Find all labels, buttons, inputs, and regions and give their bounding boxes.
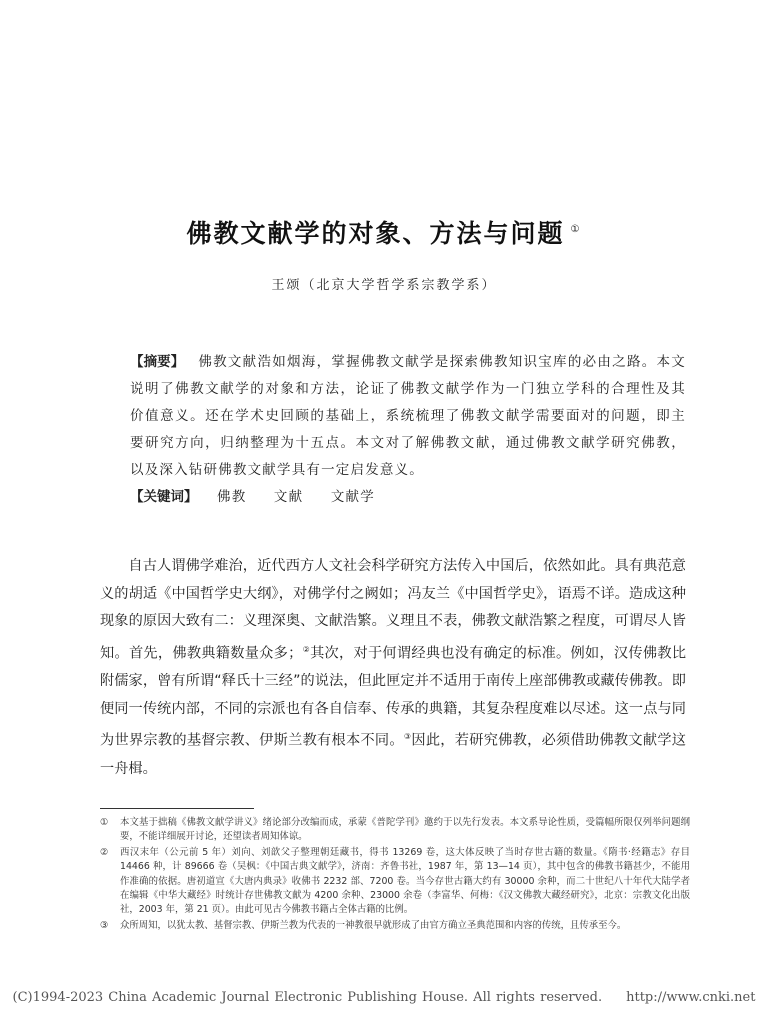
keyword-item: 文献学: [330, 489, 375, 505]
footnote-ref-2[interactable]: ②: [302, 644, 311, 654]
footnote-text: 西汉末年（公元前 5 年）刘向、刘歆父子整理朝廷藏书，得书 13269 卷，这大体反映了当时存世古籍的数量。《隋书·经籍志》存目 14466 种，计 89666 卷（吴枫：《中国古典文献学》，济南：齐鲁书社，1987 年，第 13—14 页），其中包含的佛教书籍甚少，不能用作准确的依据。唐初道宣《大唐内典录》收佛书 2232 部、7200 卷。当今存世古籍大约有 30000 余种，而二十世纪八十年代大陆学者在编辑《中华大藏经》时统计存世佛教文献为 4200 余种、23000 余卷（李富华、何梅：《汉文佛教大藏经研究》，北京：宗教文化出版社，2003 年，第 21 页）。由此可见古今佛教书籍占全体古籍的比例。: [120, 846, 690, 916]
article-title: [0, 214, 768, 250]
copyright-text: (C)1994-2023 China Academic Journal Electronic Publishing House. All rights reserved.: [12, 990, 603, 1005]
copyright-footer: [0, 990, 768, 1005]
footnote-ref-3[interactable]: ③: [403, 732, 412, 742]
body-text: [100, 553, 686, 783]
footnote-divider: [100, 808, 254, 809]
body-text-part-3: 因此，若研究佛教，必须借助佛教文献学这一舟楫。: [100, 733, 686, 777]
abstract-label: 【摘要】: [130, 354, 185, 370]
footnote-item: [100, 919, 690, 933]
keyword-item: 佛教: [217, 489, 247, 505]
title-text: 佛教文献学的对象、方法与问题: [186, 219, 565, 248]
footnote-marker: ②: [100, 846, 109, 858]
footnotes: [100, 816, 690, 934]
footnote-item: [100, 816, 690, 845]
footnote-marker: ①: [100, 817, 109, 828]
abstract-block: [130, 349, 686, 511]
body-text-part-2: 其次，对于何谓经典也没有确定的标准。例如，汉传佛教比附儒家，曾有所谓“释氏十三经”的说法，但此匣定并不适用于南传上座部佛教或藏传佛教。即便同一传统内部，不同的宗派也有各自信奉、传承的典籍，其复杂程度难以尽述。这一点与同为世界宗教的基督宗教、伊斯兰教有根本不同。: [100, 645, 687, 750]
keyword-item: 文献: [273, 489, 304, 505]
footnote-item: [100, 846, 690, 918]
footnote-text: 本文基于拙稿《佛教文献学讲义》绪论部分改编而成，承蒙《普陀学刊》邀约于以先行发表。本文系导论性质，受篇幅所限仅列举问题纲要，不能详细展开讨论，还望读者周知体谅。: [120, 817, 690, 843]
footnote-marker: ③: [100, 919, 109, 931]
abstract-paragraph: [130, 349, 686, 484]
footnote-text: 众所周知，以犹太教、基督宗教、伊斯兰教为代表的一神教很早就形成了由官方确立圣典范围和内容的传统，且传承至今。: [120, 919, 627, 931]
footer-link[interactable]: http://www.cnki.net: [626, 990, 756, 1005]
author-line: 王颂（北京大学哲学系宗教学系）: [271, 278, 497, 293]
keywords-line: [130, 484, 686, 511]
title-footnote-marker[interactable]: ①: [570, 224, 582, 235]
abstract-text: 佛教文献浩如烟海，掌握佛教文献学是探索佛教知识宝库的必由之路。本文说明了佛教文献学的对象和方法，论证了佛教文献学作为一门独立学科的合理性及其价值意义。还在学术史回顾的基础上，系统梳理了佛教文献学需要面对的问题，即主要研究方向，归纳整理为十五点。本文对了解佛教文献，通过佛教文献学研究佛教，以及深入钻研佛教文献学具有一定启发意义。: [130, 354, 686, 478]
body-paragraph: [100, 553, 686, 783]
keywords-label: 【关键词】: [130, 489, 198, 505]
body-text-part-1: 自古人谓佛学难治，近代西方人文社会科学研究方法传入中国后，依然如此。具有典范意义的胡适《中国哲学史大纲》，对佛学付之阙如；冯友兰《中国哲学史》，语焉不详。造成这种现象的原因大致有二：义理深奥、文献浩繁。义理且不表，佛教文献浩繁之程度，可谓尽人皆知。首先，佛教典籍数量众多；: [100, 558, 686, 662]
